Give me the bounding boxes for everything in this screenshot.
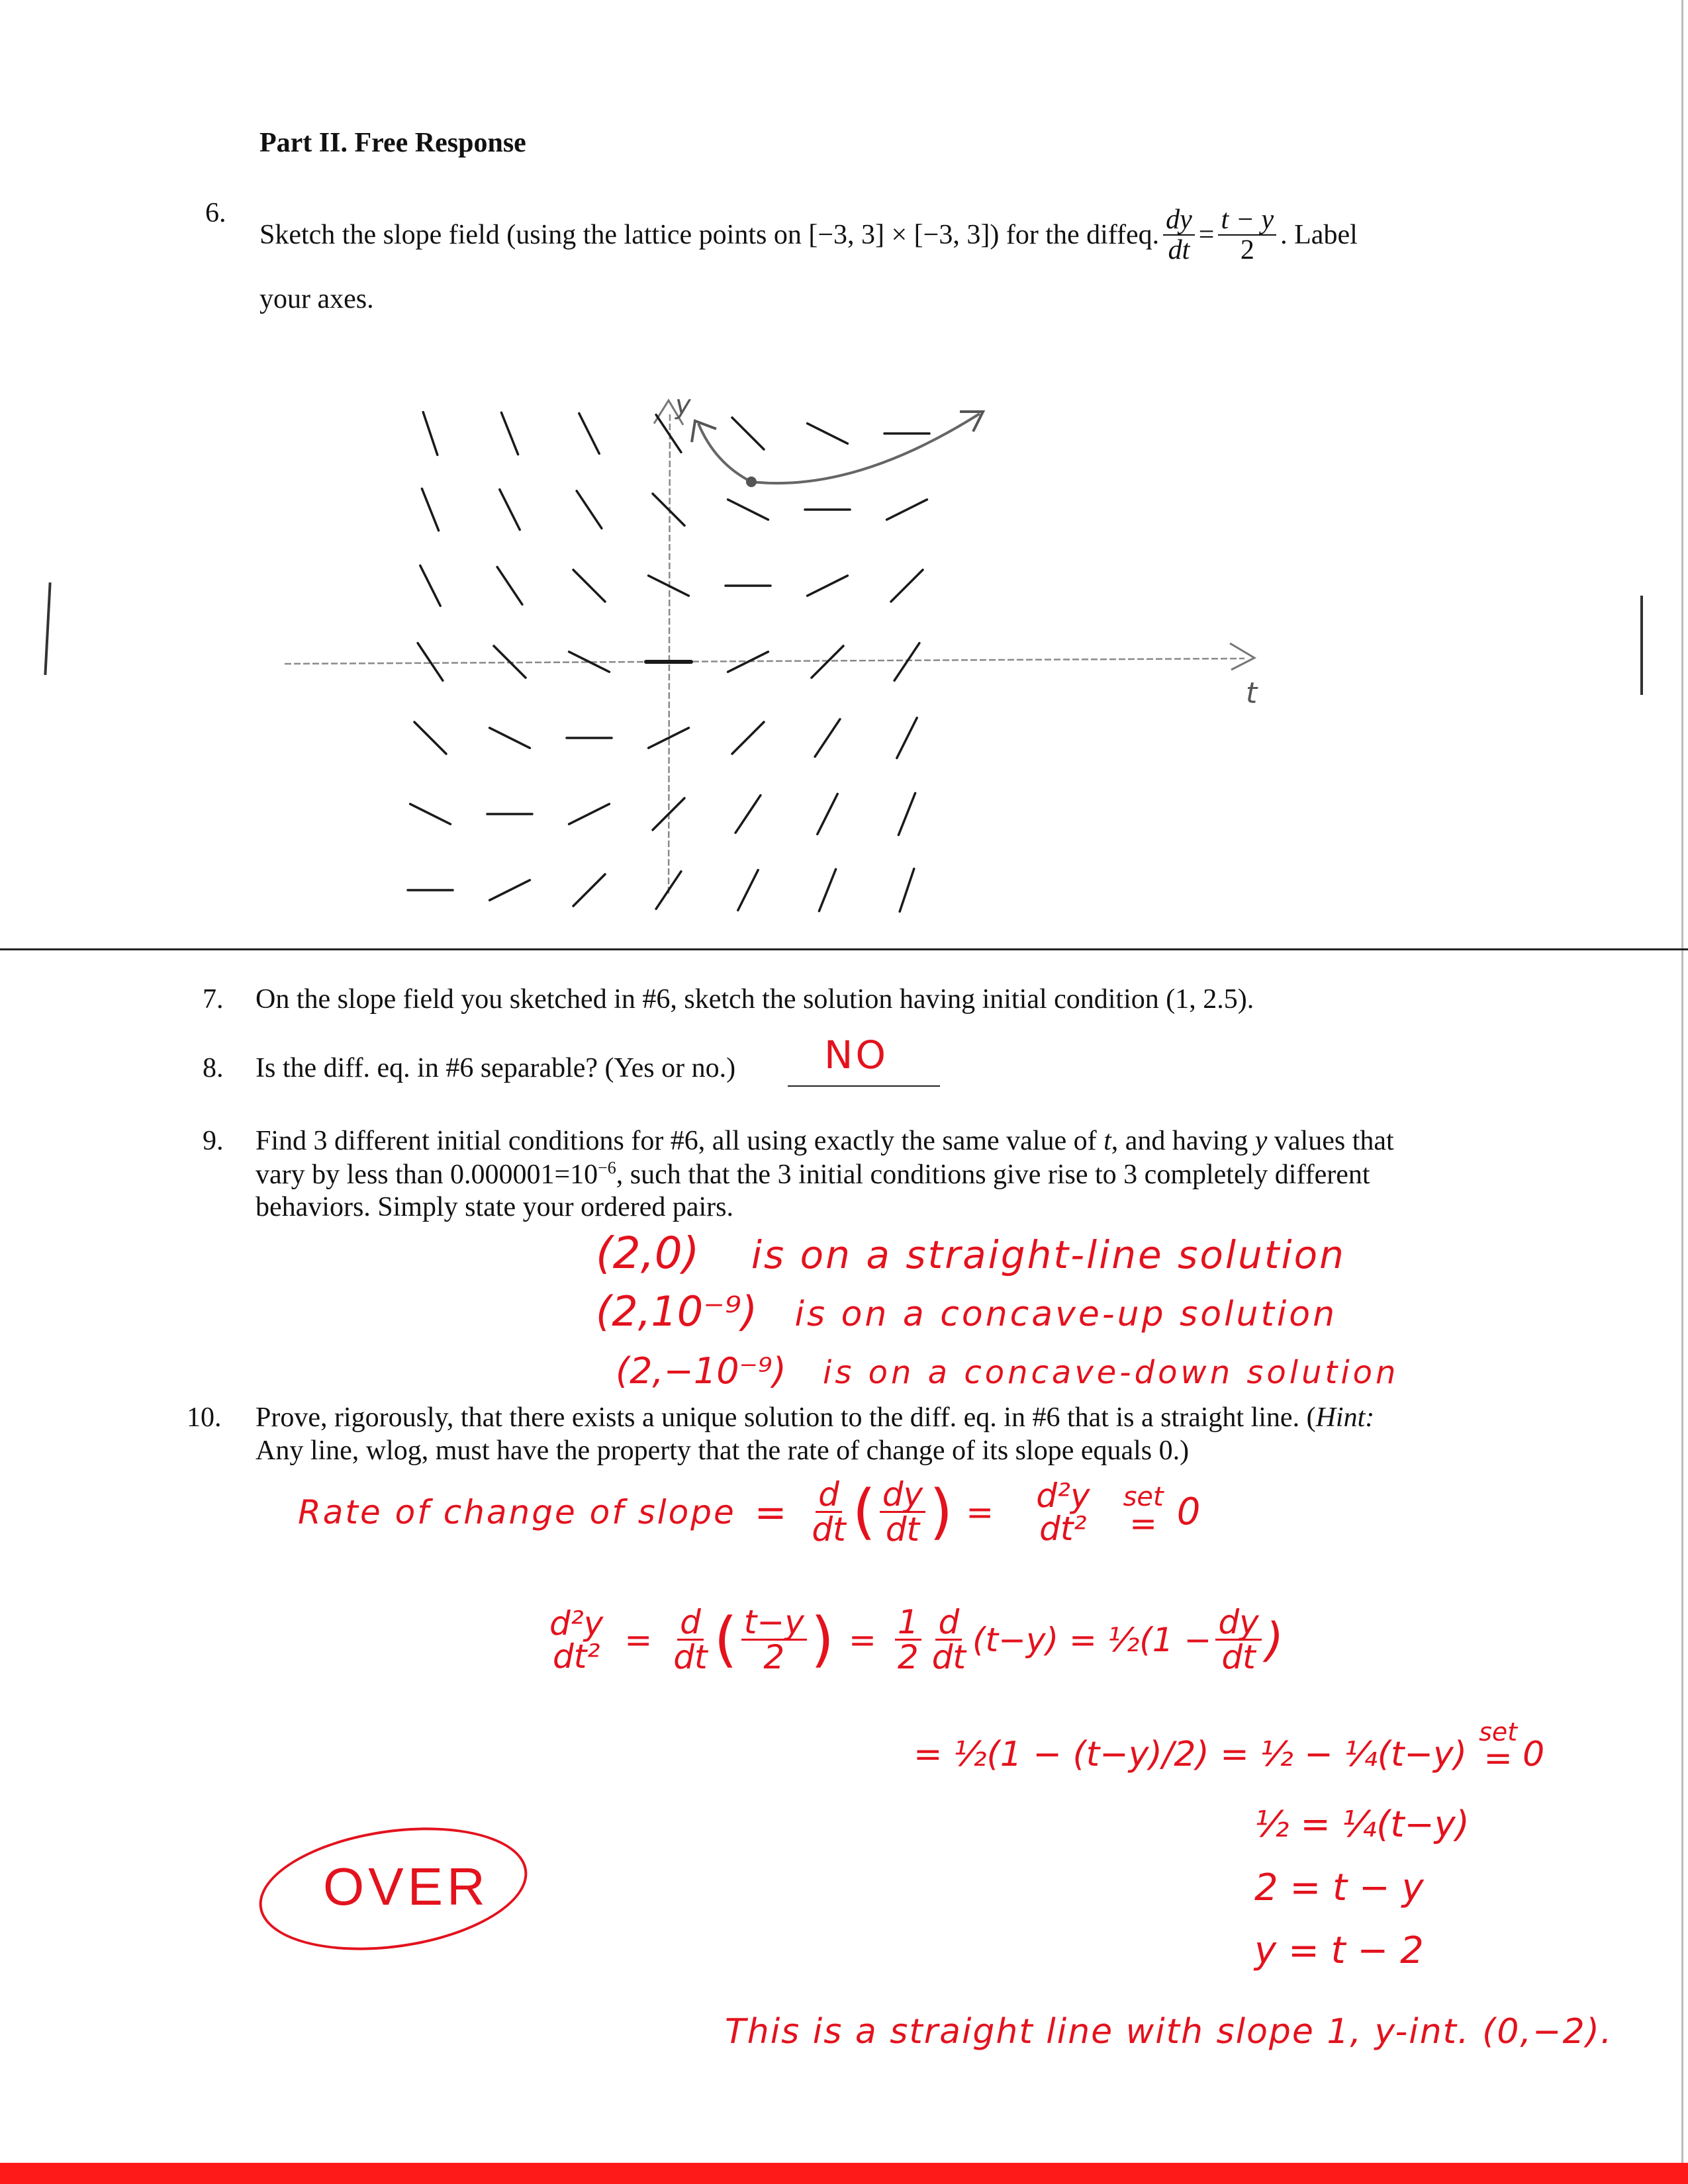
q6-text-line2: your axes. (259, 284, 374, 314)
q10-r2-eq2: = (848, 1620, 876, 1659)
slope-segment (808, 424, 848, 443)
q9-line2-b: , such that the 3 initial conditions give rise to 3 completely different (616, 1160, 1370, 1190)
q10-line1-hint: Hint: (1315, 1402, 1375, 1433)
q10-work-row2 (543, 1605, 1284, 1674)
slope-segment (735, 796, 761, 833)
q10-r2-lhs-num: d²y (549, 1604, 604, 1643)
slope-segment (656, 872, 681, 909)
q9-line2-exp: −6 (598, 1158, 616, 1177)
q10-r2-lhs (547, 1604, 606, 1676)
slope-segment (732, 418, 764, 449)
q10-r1-eq1: = (754, 1489, 787, 1535)
q6-rhs-den: 2 (1240, 235, 1254, 266)
q10-r3-eq: = (1483, 1739, 1513, 1779)
q10-r1-d (809, 1475, 848, 1549)
slope-segment (573, 570, 605, 602)
slope-segment (728, 500, 769, 520)
q9-line2 (256, 1158, 1370, 1191)
q9-line1-c: values that (1274, 1126, 1394, 1156)
q10-r1-paren (880, 1475, 925, 1549)
q10-r2-eq1: = (624, 1620, 653, 1659)
slope-segment (897, 718, 917, 758)
t-axis (285, 643, 1254, 670)
slope-segment (410, 804, 451, 824)
q10-r2-d-den: dt (673, 1638, 708, 1676)
slope-segment (738, 870, 758, 911)
q10-r2-tail: (t−y) = ½(1 − (972, 1620, 1212, 1659)
q9-line1-a: Find 3 different initial conditions for #6, all using exactly the same value of (256, 1126, 1097, 1156)
q10-work-row5: 2 = t − y (1254, 1866, 1424, 1909)
q10-r1-set: set (1123, 1482, 1164, 1512)
slope-segment (732, 722, 764, 754)
q10-line2: Any line, wlog, must have the property that the rate of change of its slope equals 0.) (256, 1435, 1190, 1466)
q10-r1-d-num: d (816, 1478, 842, 1513)
y-axis-label: y (675, 390, 691, 420)
q10-r2-inner (741, 1603, 807, 1676)
q10-conclusion: This is a straight line with slope 1, y-int. (0,−2). (725, 2012, 1613, 2052)
q8-text: Is the diff. eq. in #6 separable? (Yes or no.) (256, 1053, 736, 1083)
slope-segment (418, 643, 443, 681)
q10-r3-set-eq (1479, 1717, 1518, 1779)
slope-segment (656, 415, 681, 453)
slope-segment (501, 412, 518, 454)
slope-segment (818, 794, 837, 835)
q10-r1-d2-num: d²y (1036, 1476, 1090, 1515)
q9-answer-2-pair: (2,10⁻⁹) (596, 1287, 758, 1336)
q9-answer-3 (616, 1350, 1399, 1392)
q10-r1-set-eq (1123, 1482, 1164, 1543)
q10-r2-close: ) (1265, 1612, 1284, 1667)
q8-answer-line (788, 1085, 940, 1087)
q7-number: 7. (203, 984, 224, 1015)
q9-line3: behaviors. Simply state your ordered pairs. (256, 1192, 733, 1222)
q6-number: 6. (205, 198, 226, 228)
q9-line1-y: y (1254, 1126, 1268, 1156)
slope-segment (497, 567, 522, 605)
q7-text: On the slope field you sketched in #6, sketch the solution having initial condition (1, 2.5). (256, 984, 1254, 1015)
q9-line1-b: , and having (1111, 1126, 1248, 1156)
q9-line1-t: t (1103, 1126, 1111, 1156)
q10-r2-d2-den: dt (931, 1638, 966, 1676)
q10-r3-set: set (1479, 1717, 1518, 1747)
q10-r1-paren-num: dy (880, 1478, 925, 1513)
slope-segment (573, 874, 605, 906)
q10-number: 10. (187, 1402, 222, 1433)
q9-line2-a: vary by less than 0.000001=10 (256, 1160, 598, 1190)
q10-r2-half-den: 2 (897, 1638, 919, 1676)
right-margin-mark (1640, 596, 1643, 695)
q9-answer-1-desc: is on a straight-line solution (751, 1232, 1346, 1277)
y-axis (654, 400, 683, 893)
q10-work-row3 (914, 1717, 1545, 1779)
q10-r2-d (671, 1603, 710, 1676)
q10-r2-lhs-den: dt² (552, 1637, 600, 1676)
q10-r2-d-num: d (677, 1606, 704, 1641)
t-axis-label: t (1246, 676, 1258, 710)
q10-r1-d2 (1033, 1476, 1092, 1548)
q10-r2-d2-num: d (935, 1606, 962, 1641)
q10-r3-zero: 0 (1523, 1734, 1545, 1774)
part-title: Part II. Free Response (259, 128, 526, 158)
slope-segment (569, 804, 610, 824)
slope-segment (500, 490, 520, 530)
q10-r1-rparen: ) (929, 1477, 953, 1547)
q10-r1-lparen: ( (852, 1477, 876, 1547)
q10-r2-half-num: 1 (895, 1606, 921, 1641)
q6-rhs-num: t − y (1218, 205, 1276, 236)
q6-text-before: Sketch the slope field (using the lattice points on [−3, 3] × [−3, 3]) for the diffeq. (259, 220, 1160, 251)
q6-eq: = (1198, 220, 1215, 251)
section-divider (0, 948, 1688, 950)
q10-r2-lparen: ( (714, 1605, 737, 1674)
right-page-edge (1681, 0, 1683, 2163)
q9-answer-3-desc: is on a concave-down solution (823, 1354, 1399, 1391)
q10-r2-rparen: ) (810, 1605, 834, 1674)
q9-answer-2-desc: is on a concave-up solution (794, 1295, 1338, 1334)
slope-segment (815, 719, 840, 757)
slope-field-sketch (0, 0, 1688, 940)
q8-answer: NO (824, 1032, 889, 1077)
q10-r1-label: Rate of change of slope (298, 1492, 736, 1531)
q10-work-row4: ½ = ¼(t−y) (1254, 1803, 1470, 1845)
slope-segment (808, 576, 848, 596)
q10-r2-dy-num: dy (1215, 1606, 1261, 1641)
slope-segment (422, 488, 438, 530)
solution-curve (692, 412, 983, 487)
q10-r2-inner-den: 2 (763, 1638, 785, 1676)
slope-segment (887, 500, 927, 520)
q10-work-row1 (298, 1477, 1200, 1547)
q10-r1-d2-den: dt² (1039, 1509, 1087, 1548)
q10-work-row6: y = t − 2 (1254, 1929, 1424, 1972)
q10-line1 (256, 1402, 1374, 1433)
q9-line1 (256, 1125, 1394, 1157)
q10-r2-inner-num: t−y (741, 1606, 807, 1641)
q9-answer-2 (596, 1287, 1337, 1336)
q10-r2-dy (1215, 1603, 1261, 1676)
slope-segment (577, 491, 602, 529)
q9-answer-3-pair: (2,−10⁻⁹) (616, 1350, 786, 1392)
q10-r2-half (895, 1603, 921, 1676)
q8-number: 8. (203, 1053, 224, 1083)
slope-segment (900, 869, 914, 912)
slope-segment (420, 566, 440, 606)
q10-r2-d2 (929, 1603, 968, 1676)
slope-segment (812, 646, 843, 678)
over-label: OVER (323, 1857, 489, 1916)
q6-text-after: . Label (1280, 220, 1358, 251)
slope-segment (819, 869, 835, 911)
slope-segment (891, 570, 923, 602)
slope-segment (490, 728, 530, 748)
q10-r1-zero: 0 (1176, 1490, 1201, 1533)
q9-answer-1-pair: (2,0) (596, 1228, 700, 1279)
slope-segment (653, 494, 684, 525)
slope-segment (579, 414, 599, 454)
slope-segment (898, 793, 915, 835)
bottom-red-bar (0, 2163, 1688, 2184)
q6-lhs-num: dy (1163, 205, 1195, 236)
q10-r1-eq2: = (966, 1492, 994, 1531)
q9-number: 9. (203, 1126, 224, 1156)
q10-r2-dy-den: dt (1221, 1638, 1256, 1676)
q10-r1-eq3: = (1129, 1504, 1158, 1543)
q10-r1-paren-den: dt (885, 1510, 920, 1549)
q6-lhs-den: dt (1168, 235, 1190, 266)
q10-r3: = ½(1 − (t−y)/2) = ½ − ¼(t−y) (914, 1734, 1468, 1774)
slope-segment (423, 412, 438, 455)
slope-segment (490, 880, 530, 900)
q10-r1-d-den: dt (812, 1510, 846, 1549)
q10-line1-a: Prove, rigorously, that there exists a unique solution to the diff. eq. in #6 that is a straight line. ( (256, 1402, 1316, 1433)
q9-answer-1 (596, 1228, 1346, 1279)
slope-segment (894, 643, 919, 681)
slope-segment (414, 722, 446, 754)
